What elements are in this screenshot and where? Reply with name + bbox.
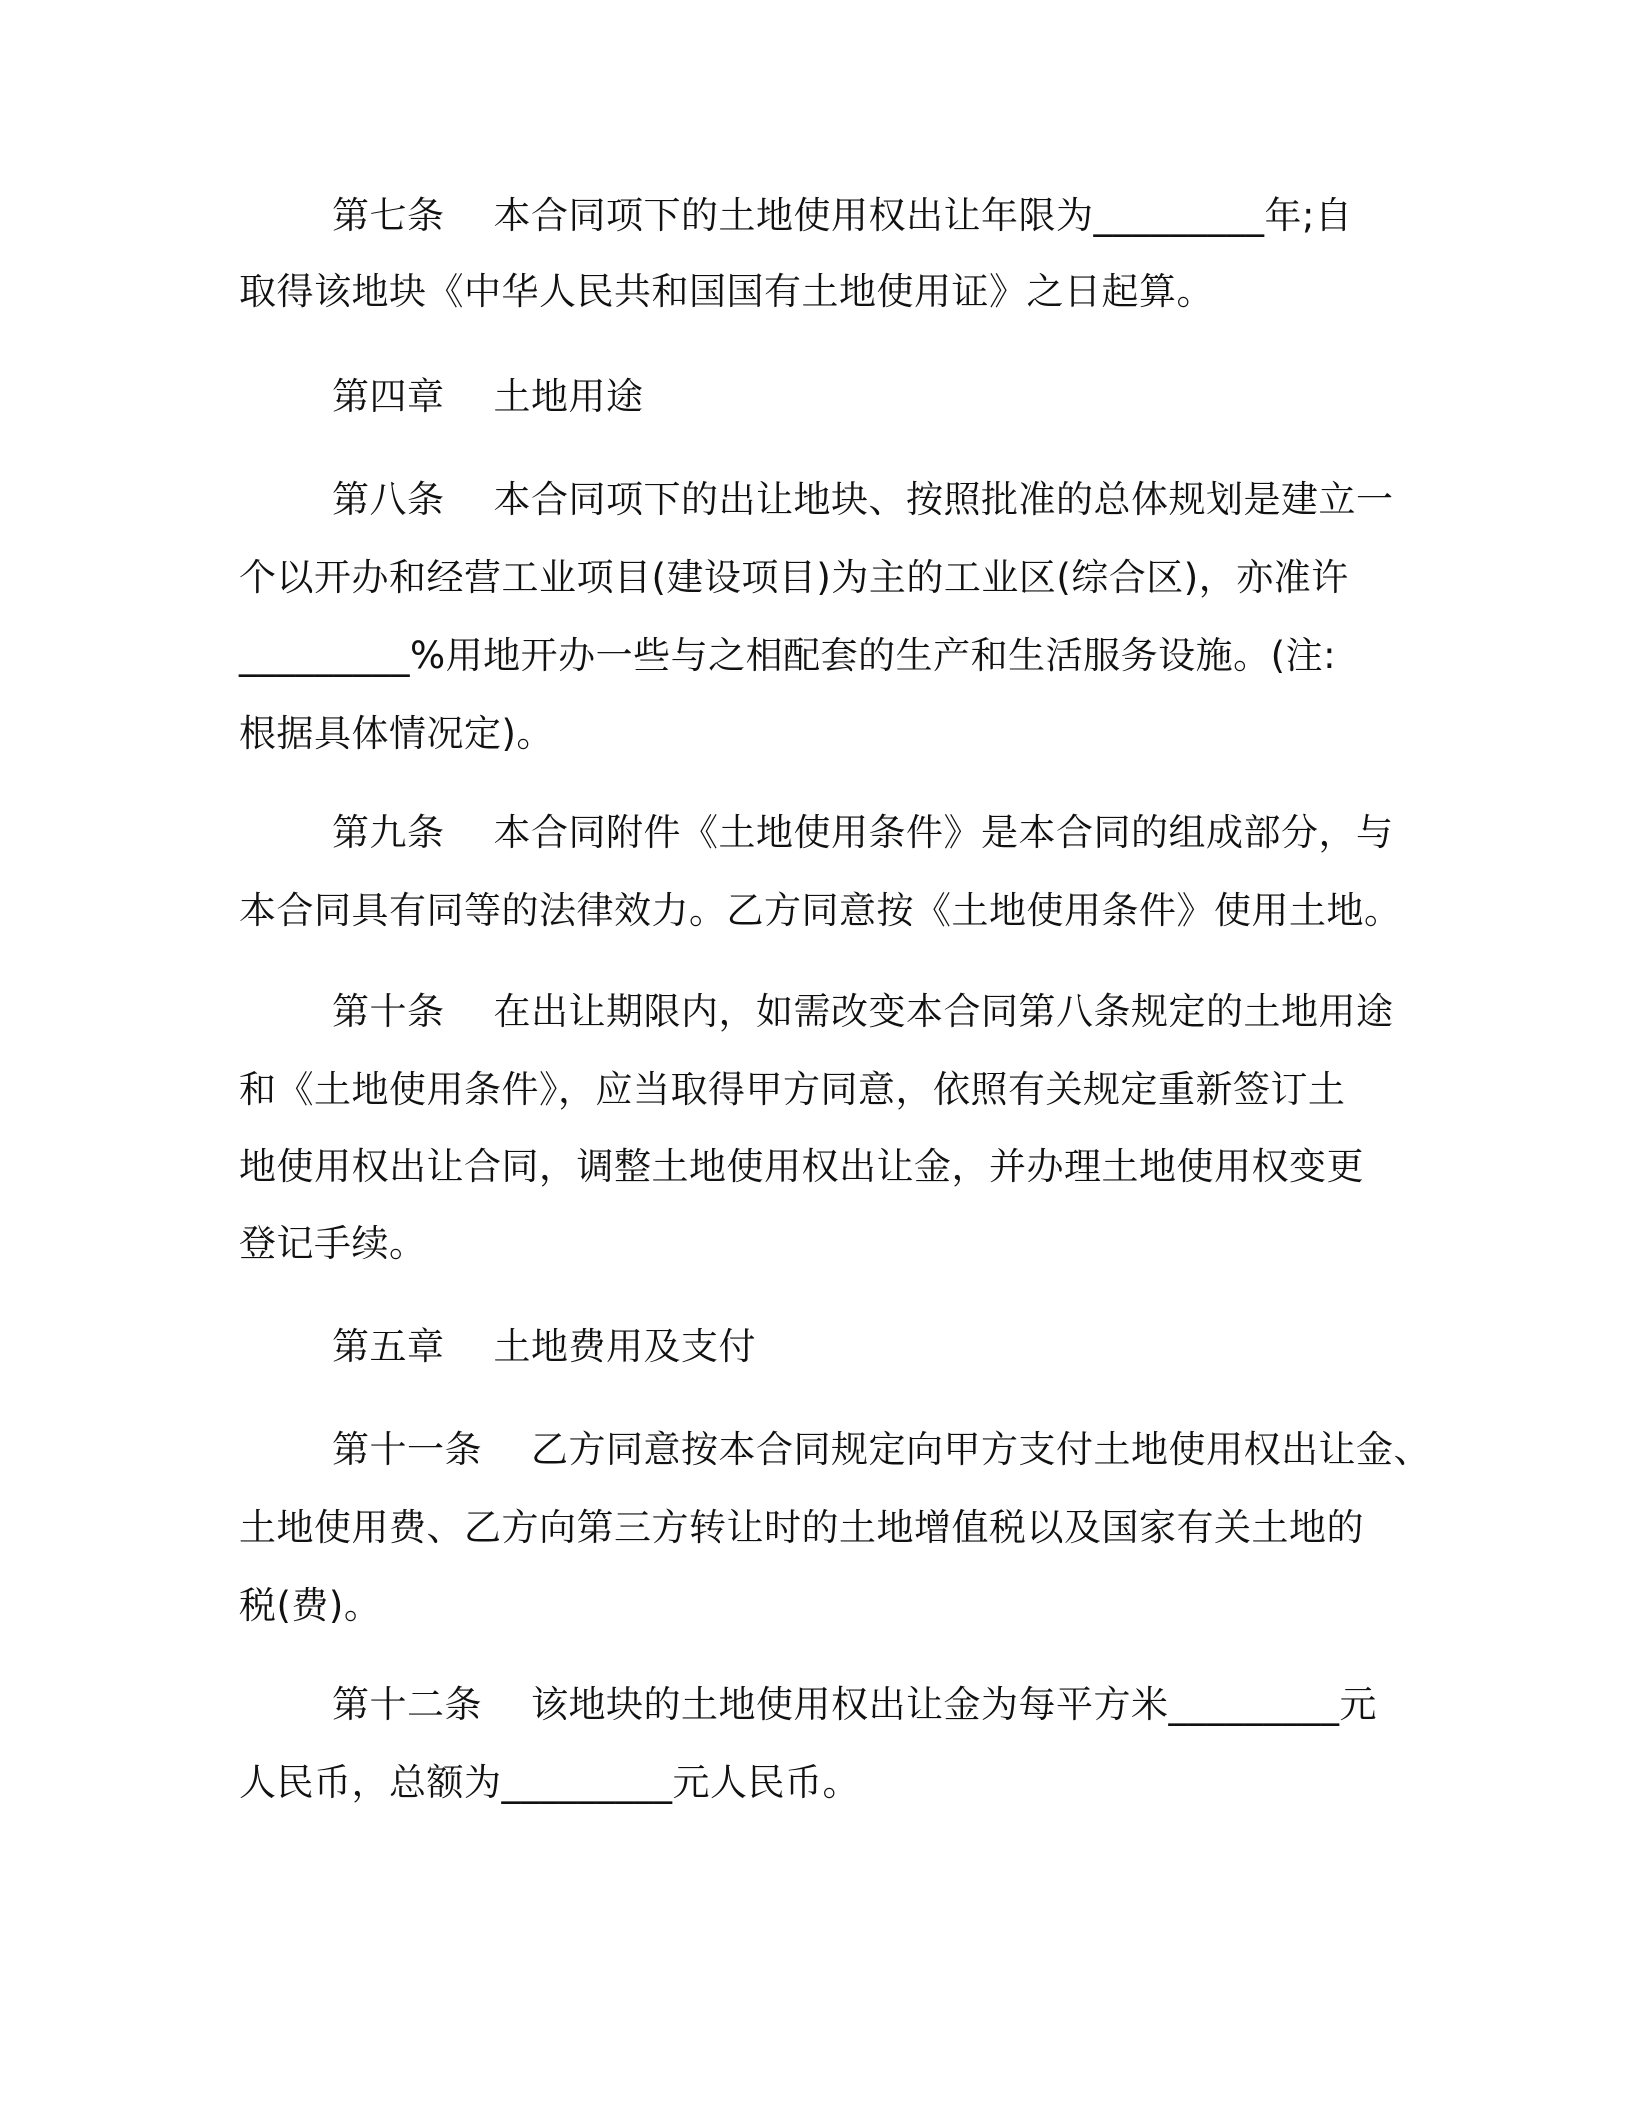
paragraph-line: 第七条 本合同项下的土地使用权出让年限为_________年;自 bbox=[332, 194, 1353, 237]
paragraph-line: _________%用地开办一些与之相配套的生产和生活服务设施。(注: bbox=[239, 634, 1337, 677]
paragraph-line: 土地使用费、乙方向第三方转让时的土地增值税以及国家有关土地的 bbox=[239, 1506, 1364, 1549]
paragraph-line: 根据具体情况定)。 bbox=[239, 712, 554, 755]
paragraph-line: 第九条 本合同附件《土地使用条件》是本合同的组成部分，与 bbox=[332, 811, 1394, 854]
paragraph-line: 人民币，总额为_________元人民币。 bbox=[239, 1761, 860, 1804]
paragraph-line: 第十一条 乙方同意按本合同规定向甲方支付土地使用权出让金、 bbox=[332, 1428, 1432, 1471]
paragraph-line: 个以开办和经营工业项目(建设项目)为主的工业区(综合区)，亦准许 bbox=[239, 556, 1349, 599]
paragraph-line: 第十二条 该地块的土地使用权出让金为每平方米_________元 bbox=[332, 1683, 1378, 1726]
paragraph-line: 税(费)。 bbox=[239, 1584, 382, 1627]
paragraph-line: 地使用权出让合同，调整土地使用权出让金，并办理土地使用权变更 bbox=[239, 1145, 1364, 1188]
paragraph-line: 取得该地块《中华人民共和国国有土地使用证》之日起算。 bbox=[239, 270, 1214, 313]
paragraph-line: 第十条 在出让期限内，如需改变本合同第八条规定的土地用途 bbox=[332, 990, 1394, 1033]
paragraph-line: 本合同具有同等的法律效力。乙方同意按《土地使用条件》使用土地。 bbox=[239, 889, 1402, 932]
paragraph-line: 第八条 本合同项下的出让地块、按照批准的总体规划是建立一 bbox=[332, 478, 1394, 521]
chapter-title: 第四章 土地用途 bbox=[332, 375, 644, 418]
chapter-title: 第五章 土地费用及支付 bbox=[332, 1325, 757, 1368]
paragraph-line: 登记手续。 bbox=[239, 1222, 427, 1265]
paragraph-line: 和《土地使用条件》，应当取得甲方同意，依照有关规定重新签订土 bbox=[239, 1068, 1346, 1111]
